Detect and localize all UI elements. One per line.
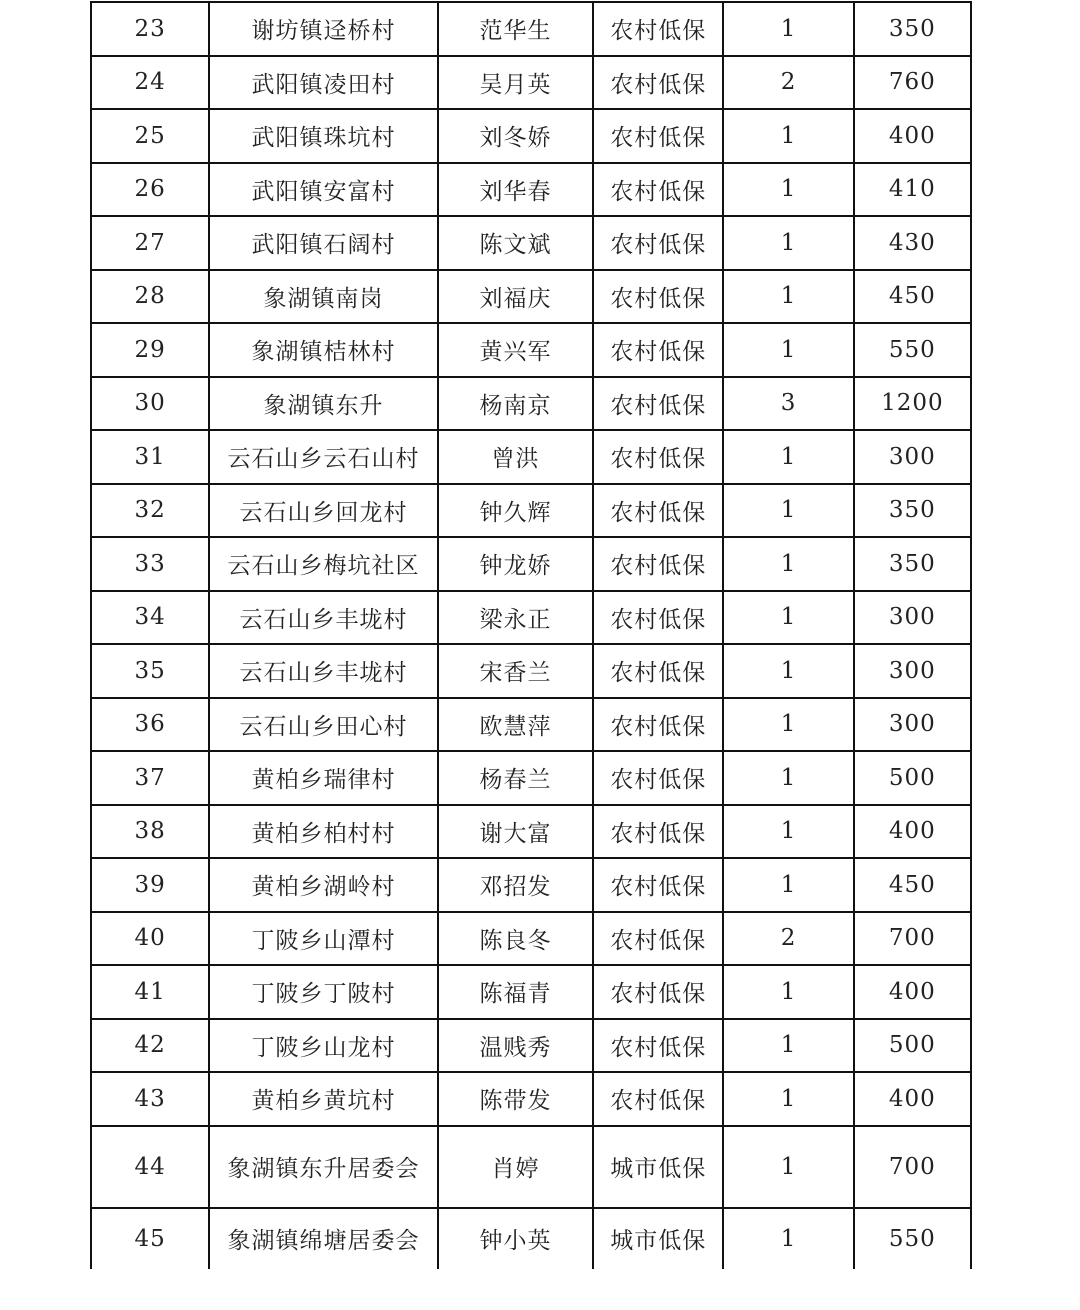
amount-cell: 300	[854, 644, 971, 698]
amount-cell: 300	[854, 430, 971, 484]
row-number-cell: 33	[91, 537, 209, 591]
address-cell: 丁陂乡山潭村	[209, 912, 438, 966]
table-row	[91, 270, 971, 324]
household-count-cell: 1	[723, 1072, 853, 1126]
amount-cell: 500	[854, 751, 971, 805]
recipient-name-cell: 谢大富	[438, 805, 593, 859]
row-number-cell: 45	[91, 1208, 209, 1269]
table-row	[91, 537, 971, 591]
amount-cell: 410	[854, 163, 971, 217]
address-cell: 黄柏乡柏村村	[209, 805, 438, 859]
household-count-cell: 1	[723, 751, 853, 805]
address-cell: 云石山乡丰垅村	[209, 644, 438, 698]
household-count-cell: 1	[723, 270, 853, 324]
table-row	[91, 323, 971, 377]
assistance-type-cell: 农村低保	[593, 912, 723, 966]
household-count-cell: 1	[723, 805, 853, 859]
amount-cell: 400	[854, 1072, 971, 1126]
assistance-type-cell: 农村低保	[593, 56, 723, 110]
amount-cell: 1200	[854, 377, 971, 431]
assistance-type-cell: 城市低保	[593, 1208, 723, 1269]
roster-table-body	[91, 2, 971, 1269]
table-row	[91, 484, 971, 538]
table-row	[91, 430, 971, 484]
household-count-cell: 1	[723, 1126, 853, 1208]
amount-cell: 700	[854, 912, 971, 966]
address-cell: 云石山乡回龙村	[209, 484, 438, 538]
amount-cell: 550	[854, 323, 971, 377]
assistance-type-cell: 农村低保	[593, 377, 723, 431]
household-count-cell: 1	[723, 216, 853, 270]
recipient-name-cell: 刘福庆	[438, 270, 593, 324]
table-row	[91, 644, 971, 698]
table-row	[91, 163, 971, 217]
address-cell: 武阳镇凌田村	[209, 56, 438, 110]
row-number-cell: 29	[91, 323, 209, 377]
row-number-cell: 35	[91, 644, 209, 698]
recipient-name-cell: 宋香兰	[438, 644, 593, 698]
assistance-type-cell: 农村低保	[593, 698, 723, 752]
recipient-name-cell: 刘华春	[438, 163, 593, 217]
address-cell: 黄柏乡湖岭村	[209, 858, 438, 912]
amount-cell: 550	[854, 1208, 971, 1269]
row-number-cell: 38	[91, 805, 209, 859]
address-cell: 武阳镇石阔村	[209, 216, 438, 270]
address-cell: 象湖镇绵塘居委会	[209, 1208, 438, 1269]
address-cell: 云石山乡梅坑社区	[209, 537, 438, 591]
recipient-name-cell: 陈良冬	[438, 912, 593, 966]
amount-cell: 400	[854, 965, 971, 1019]
amount-cell: 300	[854, 698, 971, 752]
household-count-cell: 1	[723, 430, 853, 484]
household-count-cell: 1	[723, 1208, 853, 1269]
table-row	[91, 1126, 971, 1208]
address-cell: 象湖镇东升居委会	[209, 1126, 438, 1208]
amount-cell: 430	[854, 216, 971, 270]
household-count-cell: 1	[723, 484, 853, 538]
address-cell: 黄柏乡黄坑村	[209, 1072, 438, 1126]
table-row	[91, 377, 971, 431]
table-row	[91, 912, 971, 966]
recipient-name-cell: 肖婷	[438, 1126, 593, 1208]
row-number-cell: 25	[91, 109, 209, 163]
amount-cell: 350	[854, 2, 971, 56]
household-count-cell: 1	[723, 591, 853, 645]
amount-cell: 300	[854, 591, 971, 645]
recipient-name-cell: 欧慧萍	[438, 698, 593, 752]
household-count-cell: 1	[723, 323, 853, 377]
household-count-cell: 1	[723, 644, 853, 698]
assistance-type-cell: 农村低保	[593, 751, 723, 805]
assistance-type-cell: 农村低保	[593, 323, 723, 377]
household-count-cell: 1	[723, 965, 853, 1019]
address-cell: 武阳镇安富村	[209, 163, 438, 217]
household-count-cell: 1	[723, 858, 853, 912]
household-count-cell: 1	[723, 2, 853, 56]
assistance-roster-table	[90, 1, 972, 1269]
recipient-name-cell: 曾洪	[438, 430, 593, 484]
row-number-cell: 28	[91, 270, 209, 324]
assistance-type-cell: 农村低保	[593, 163, 723, 217]
row-number-cell: 43	[91, 1072, 209, 1126]
row-number-cell: 26	[91, 163, 209, 217]
table-row	[91, 109, 971, 163]
recipient-name-cell: 杨春兰	[438, 751, 593, 805]
recipient-name-cell: 钟久辉	[438, 484, 593, 538]
table-row	[91, 858, 971, 912]
table-row	[91, 751, 971, 805]
address-cell: 谢坊镇迳桥村	[209, 2, 438, 56]
recipient-name-cell: 陈带发	[438, 1072, 593, 1126]
table-row	[91, 1208, 971, 1269]
amount-cell: 500	[854, 1019, 971, 1073]
recipient-name-cell: 梁永正	[438, 591, 593, 645]
address-cell: 象湖镇东升	[209, 377, 438, 431]
table-row	[91, 2, 971, 56]
assistance-type-cell: 农村低保	[593, 216, 723, 270]
amount-cell: 700	[854, 1126, 971, 1208]
amount-cell: 400	[854, 805, 971, 859]
row-number-cell: 31	[91, 430, 209, 484]
amount-cell: 350	[854, 537, 971, 591]
household-count-cell: 1	[723, 163, 853, 217]
address-cell: 象湖镇南岗	[209, 270, 438, 324]
address-cell: 黄柏乡瑞律村	[209, 751, 438, 805]
assistance-type-cell: 农村低保	[593, 537, 723, 591]
table-row	[91, 805, 971, 859]
recipient-name-cell: 邓招发	[438, 858, 593, 912]
assistance-type-cell: 农村低保	[593, 805, 723, 859]
household-count-cell: 1	[723, 109, 853, 163]
assistance-type-cell: 农村低保	[593, 484, 723, 538]
row-number-cell: 32	[91, 484, 209, 538]
address-cell: 丁陂乡山龙村	[209, 1019, 438, 1073]
row-number-cell: 34	[91, 591, 209, 645]
row-number-cell: 27	[91, 216, 209, 270]
assistance-type-cell: 城市低保	[593, 1126, 723, 1208]
amount-cell: 350	[854, 484, 971, 538]
recipient-name-cell: 范华生	[438, 2, 593, 56]
row-number-cell: 23	[91, 2, 209, 56]
amount-cell: 450	[854, 858, 971, 912]
row-number-cell: 30	[91, 377, 209, 431]
address-cell: 云石山乡田心村	[209, 698, 438, 752]
amount-cell: 760	[854, 56, 971, 110]
table-row	[91, 698, 971, 752]
row-number-cell: 39	[91, 858, 209, 912]
address-cell: 丁陂乡丁陂村	[209, 965, 438, 1019]
recipient-name-cell: 温贱秀	[438, 1019, 593, 1073]
amount-cell: 400	[854, 109, 971, 163]
household-count-cell: 3	[723, 377, 853, 431]
recipient-name-cell: 刘冬娇	[438, 109, 593, 163]
row-number-cell: 40	[91, 912, 209, 966]
household-count-cell: 1	[723, 1019, 853, 1073]
recipient-name-cell: 陈文斌	[438, 216, 593, 270]
recipient-name-cell: 钟小英	[438, 1208, 593, 1269]
address-cell: 云石山乡云石山村	[209, 430, 438, 484]
table-row	[91, 591, 971, 645]
row-number-cell: 44	[91, 1126, 209, 1208]
row-number-cell: 36	[91, 698, 209, 752]
row-number-cell: 24	[91, 56, 209, 110]
row-number-cell: 42	[91, 1019, 209, 1073]
row-number-cell: 41	[91, 965, 209, 1019]
recipient-name-cell: 吴月英	[438, 56, 593, 110]
recipient-name-cell: 钟龙娇	[438, 537, 593, 591]
household-count-cell: 1	[723, 698, 853, 752]
table-row	[91, 216, 971, 270]
address-cell: 云石山乡丰垅村	[209, 591, 438, 645]
address-cell: 象湖镇桔林村	[209, 323, 438, 377]
assistance-type-cell: 农村低保	[593, 644, 723, 698]
household-count-cell: 2	[723, 912, 853, 966]
assistance-type-cell: 农村低保	[593, 270, 723, 324]
assistance-type-cell: 农村低保	[593, 1019, 723, 1073]
assistance-type-cell: 农村低保	[593, 109, 723, 163]
assistance-type-cell: 农村低保	[593, 2, 723, 56]
address-cell: 武阳镇珠坑村	[209, 109, 438, 163]
assistance-type-cell: 农村低保	[593, 965, 723, 1019]
table-row	[91, 1072, 971, 1126]
assistance-type-cell: 农村低保	[593, 591, 723, 645]
table-row	[91, 965, 971, 1019]
table-row	[91, 1019, 971, 1073]
recipient-name-cell: 黄兴军	[438, 323, 593, 377]
amount-cell: 450	[854, 270, 971, 324]
household-count-cell: 1	[723, 537, 853, 591]
household-count-cell: 2	[723, 56, 853, 110]
assistance-type-cell: 农村低保	[593, 430, 723, 484]
recipient-name-cell: 陈福青	[438, 965, 593, 1019]
table-row	[91, 56, 971, 110]
recipient-name-cell: 杨南京	[438, 377, 593, 431]
assistance-type-cell: 农村低保	[593, 858, 723, 912]
assistance-type-cell: 农村低保	[593, 1072, 723, 1126]
row-number-cell: 37	[91, 751, 209, 805]
